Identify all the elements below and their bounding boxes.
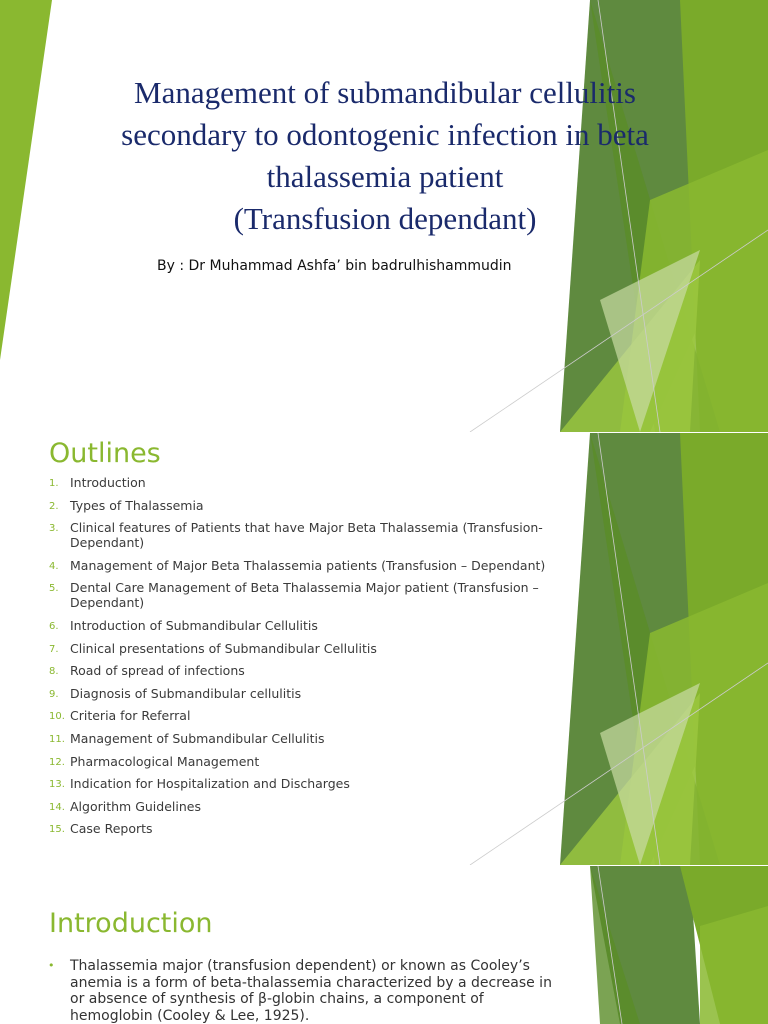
bullet-line: Thalassemia major (transfusion dependent) or known as Cooley’s (70, 958, 530, 974)
bullet-paragraph (48, 958, 578, 1024)
item-text: Pharmacological Management (70, 753, 260, 769)
item-number: 13. (49, 779, 65, 791)
bullet-line: or absence of synthesis of β-globin chains, a component of (70, 991, 484, 1007)
list-item (49, 731, 579, 746)
list-item (49, 618, 579, 633)
presentation-title (60, 72, 710, 240)
item-text: Case Reports (70, 821, 153, 837)
item-number: 9. (49, 688, 59, 700)
item-text: Criteria for Referral (70, 708, 191, 724)
item-text: Dependant) (70, 595, 145, 611)
list-item (49, 821, 579, 836)
list-item (49, 498, 579, 513)
item-text: Introduction of Submandibular Cellulitis (70, 617, 318, 633)
item-text: Management of Major Beta Thalassemia patients (Transfusion – Dependant) (70, 557, 546, 573)
item-number: 8. (49, 666, 59, 678)
bullet-line: anemia is a form of beta-thalassemia characterized by a decrease in (70, 974, 552, 991)
item-number: 2. (49, 500, 59, 512)
item-number: 11. (49, 733, 65, 745)
list-item (49, 754, 579, 769)
item-text: Clinical presentations of Submandibular Cellulitis (70, 640, 377, 656)
list-item (49, 558, 579, 573)
item-text: Dependant) (70, 535, 145, 551)
item-number: 5. (49, 583, 59, 595)
item-number: 4. (49, 560, 59, 572)
list-item (49, 776, 579, 791)
item-number: 7. (49, 643, 59, 655)
list-item (49, 708, 579, 723)
bullet-line: hemoglobin (Cooley & Lee, 1925). (70, 1007, 310, 1024)
list-item (49, 475, 579, 490)
bullet-text (48, 958, 578, 1024)
item-text: Clinical features of Patients that have Major Beta Thalassemia (Transfusion- (70, 520, 543, 536)
title-line: secondary to odontogenic infection in beta (121, 117, 649, 152)
item-text: Dental Care Management of Beta Thalassemia Major patient (Transfusion – (70, 580, 539, 596)
item-text: Management of Submandibular Cellulitis (70, 730, 325, 746)
item-number: 6. (49, 620, 59, 632)
outline-list (49, 475, 579, 844)
introduction-slide (0, 866, 768, 1024)
list-item (49, 686, 579, 701)
title-line: Management of submandibular cellulitis (134, 75, 636, 110)
item-text: Diagnosis of Submandibular cellulitis (70, 685, 302, 701)
list-item (49, 663, 579, 678)
title-slide (0, 0, 768, 432)
introduction-heading: Introduction (49, 908, 213, 939)
item-number: 10. (49, 711, 65, 723)
item-text: Algorithm Guidelines (70, 798, 201, 814)
item-text: Indication for Hospitalization and Discharges (70, 776, 350, 792)
item-text: Types of Thalassemia (70, 497, 204, 513)
list-item (49, 580, 579, 610)
item-number: 12. (49, 756, 65, 768)
list-item (49, 799, 579, 814)
list-item (49, 641, 579, 656)
title-line: thalassemia patient (266, 159, 504, 194)
item-text: Road of spread of infections (70, 663, 245, 679)
bullet-icon: • (48, 959, 55, 972)
outlines-slide (0, 433, 768, 865)
item-number: 1. (49, 478, 59, 489)
author-line: By : Dr Muhammad Ashfa’ bin badrulhishammudin (157, 258, 512, 274)
item-text: Introduction (70, 475, 146, 490)
item-number: 3. (49, 523, 59, 535)
item-number: 14. (49, 801, 65, 813)
item-number: 15. (49, 824, 65, 836)
outlines-heading: Outlines (49, 438, 161, 469)
list-item (49, 520, 579, 550)
title-line: (Transfusion dependant) (233, 201, 537, 236)
